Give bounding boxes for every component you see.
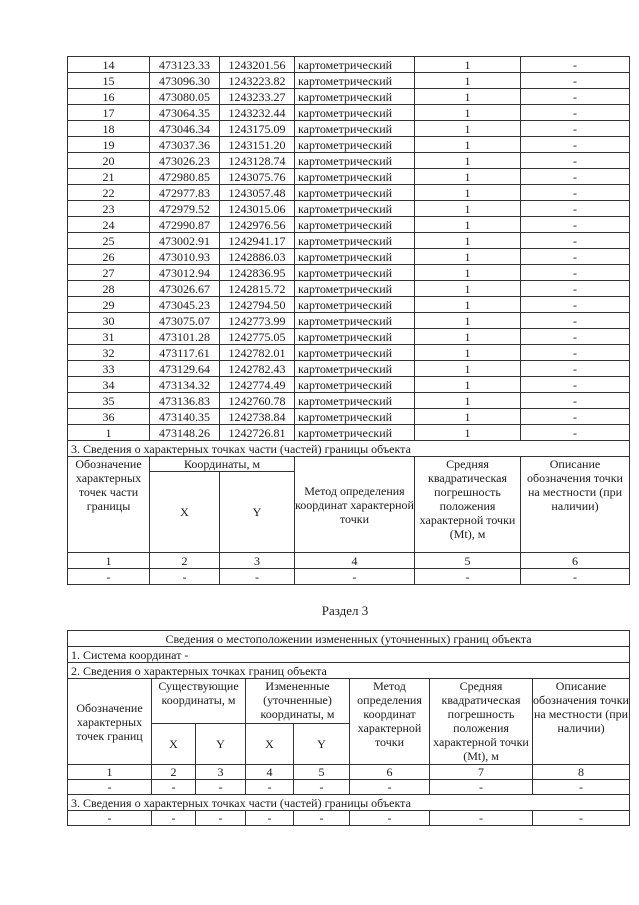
description: - bbox=[521, 73, 630, 89]
header-error: Средняя квадратическая погрешность положения характерной точки (Mt), м bbox=[430, 679, 533, 765]
x-coordinate: 472990.87 bbox=[150, 217, 220, 233]
y-coordinate: 1243075.76 bbox=[220, 169, 295, 185]
empty-cell: - bbox=[415, 569, 521, 585]
description: - bbox=[521, 249, 630, 265]
header-method: Метод определения координат характерной точки bbox=[295, 457, 415, 553]
method: картометрический bbox=[295, 121, 415, 137]
method: картометрический bbox=[295, 89, 415, 105]
col-num: 2 bbox=[152, 765, 196, 780]
x-coordinate: 473002.91 bbox=[150, 233, 220, 249]
empty-cell: - bbox=[430, 780, 533, 795]
method: картометрический bbox=[295, 233, 415, 249]
col-num: 4 bbox=[246, 765, 294, 780]
x-coordinate: 473010.93 bbox=[150, 249, 220, 265]
y-coordinate: 1242782.01 bbox=[220, 345, 295, 361]
method: картометрический bbox=[295, 249, 415, 265]
column-numbers-row bbox=[68, 765, 630, 780]
y-coordinate: 1243057.48 bbox=[220, 185, 295, 201]
error-value: 1 bbox=[415, 377, 521, 393]
error-value: 1 bbox=[415, 345, 521, 361]
point-number: 28 bbox=[68, 281, 150, 297]
error-value: 1 bbox=[415, 201, 521, 217]
error-value: 1 bbox=[415, 57, 521, 73]
y-coordinate: 1242782.43 bbox=[220, 361, 295, 377]
method: картометрический bbox=[295, 281, 415, 297]
method: картометрический bbox=[295, 185, 415, 201]
x-coordinate: 473026.23 bbox=[150, 153, 220, 169]
point-number: 19 bbox=[68, 137, 150, 153]
empty-cell: - bbox=[294, 780, 350, 795]
table-row bbox=[68, 393, 630, 409]
y-coordinate: 1243232.44 bbox=[220, 105, 295, 121]
header-x: X bbox=[150, 472, 220, 553]
method: картометрический bbox=[295, 153, 415, 169]
y-coordinate: 1242760.78 bbox=[220, 393, 295, 409]
header-changed: Измененные (уточненные) координаты, м bbox=[246, 679, 350, 724]
description: - bbox=[521, 393, 630, 409]
table-row bbox=[68, 377, 630, 393]
empty-cell: - bbox=[196, 811, 246, 826]
col-num: 7 bbox=[430, 765, 533, 780]
error-value: 1 bbox=[415, 361, 521, 377]
description: - bbox=[521, 121, 630, 137]
point-number: 31 bbox=[68, 329, 150, 345]
empty-cell: - bbox=[150, 569, 220, 585]
error-value: 1 bbox=[415, 265, 521, 281]
error-value: 1 bbox=[415, 137, 521, 153]
section-title: 2. Сведения о характерных точках границ объекта bbox=[68, 663, 630, 679]
method: картометрический bbox=[295, 313, 415, 329]
error-value: 1 bbox=[415, 297, 521, 313]
method: картометрический bbox=[295, 329, 415, 345]
empty-cell: - bbox=[152, 811, 196, 826]
error-value: 1 bbox=[415, 105, 521, 121]
header-y2: Y bbox=[294, 724, 350, 765]
table-row bbox=[68, 89, 630, 105]
y-coordinate: 1243175.09 bbox=[220, 121, 295, 137]
point-number: 33 bbox=[68, 361, 150, 377]
point-number: 32 bbox=[68, 345, 150, 361]
description: - bbox=[521, 281, 630, 297]
table-row bbox=[68, 137, 630, 153]
x-coordinate: 473101.28 bbox=[150, 329, 220, 345]
y-coordinate: 1242976.56 bbox=[220, 217, 295, 233]
method: картометрический bbox=[295, 297, 415, 313]
point-number: 14 bbox=[68, 57, 150, 73]
x-coordinate: 473075.07 bbox=[150, 313, 220, 329]
empty-cell: - bbox=[68, 811, 152, 826]
col-num: 6 bbox=[521, 553, 630, 569]
error-value: 1 bbox=[415, 73, 521, 89]
point-number: 29 bbox=[68, 297, 150, 313]
description: - bbox=[521, 313, 630, 329]
method: картометрический bbox=[295, 345, 415, 361]
point-number: 18 bbox=[68, 121, 150, 137]
method: картометрический bbox=[295, 393, 415, 409]
description: - bbox=[521, 361, 630, 377]
table-row bbox=[68, 345, 630, 361]
header-x2: X bbox=[246, 724, 294, 765]
description: - bbox=[521, 137, 630, 153]
method: картометрический bbox=[295, 265, 415, 281]
empty-cell: - bbox=[430, 811, 533, 826]
point-number: 35 bbox=[68, 393, 150, 409]
y-coordinate: 1242775.05 bbox=[220, 329, 295, 345]
section-title: 3. Сведения о характерных точках части (частей) границы объекта bbox=[68, 795, 630, 811]
y-coordinate: 1243233.27 bbox=[220, 89, 295, 105]
x-coordinate: 473140.35 bbox=[150, 409, 220, 425]
error-value: 1 bbox=[415, 329, 521, 345]
point-number: 30 bbox=[68, 313, 150, 329]
header-coords: Координаты, м bbox=[150, 457, 295, 472]
description: - bbox=[521, 169, 630, 185]
y-coordinate: 1243015.06 bbox=[220, 201, 295, 217]
description: - bbox=[521, 201, 630, 217]
empty-cell: - bbox=[246, 780, 294, 795]
point-number: 23 bbox=[68, 201, 150, 217]
table-row bbox=[68, 281, 630, 297]
description: - bbox=[521, 297, 630, 313]
x-coordinate: 473037.36 bbox=[150, 137, 220, 153]
point-number: 34 bbox=[68, 377, 150, 393]
table-row bbox=[68, 233, 630, 249]
description: - bbox=[521, 153, 630, 169]
table-row bbox=[68, 57, 630, 73]
x-coordinate: 473064.35 bbox=[150, 105, 220, 121]
error-value: 1 bbox=[415, 89, 521, 105]
empty-cell: - bbox=[295, 569, 415, 585]
description: - bbox=[521, 233, 630, 249]
y-coordinate: 1242815.72 bbox=[220, 281, 295, 297]
col-num: 6 bbox=[350, 765, 430, 780]
x-coordinate: 473123.33 bbox=[150, 57, 220, 73]
col-num: 8 bbox=[533, 765, 630, 780]
description: - bbox=[521, 409, 630, 425]
point-number: 16 bbox=[68, 89, 150, 105]
description: - bbox=[521, 217, 630, 233]
section-title: 3. Сведения о характерных точках части (частей) границы объекта bbox=[68, 441, 630, 457]
y-coordinate: 1243128.74 bbox=[220, 153, 295, 169]
error-value: 1 bbox=[415, 121, 521, 137]
header-existing: Существующие координаты, м bbox=[152, 679, 246, 724]
point-number: 20 bbox=[68, 153, 150, 169]
column-numbers-row bbox=[68, 553, 630, 569]
x-coordinate: 472980.85 bbox=[150, 169, 220, 185]
error-value: 1 bbox=[415, 153, 521, 169]
point-number: 24 bbox=[68, 217, 150, 233]
col-num: 3 bbox=[220, 553, 295, 569]
table-row bbox=[68, 329, 630, 345]
points-table bbox=[67, 56, 630, 585]
table-row bbox=[68, 105, 630, 121]
y-coordinate: 1243201.56 bbox=[220, 57, 295, 73]
method: картометрический bbox=[295, 169, 415, 185]
table-row bbox=[68, 201, 630, 217]
point-number: 17 bbox=[68, 105, 150, 121]
col-num: 5 bbox=[294, 765, 350, 780]
table-row bbox=[68, 313, 630, 329]
x-coordinate: 473096.30 bbox=[150, 73, 220, 89]
y-coordinate: 1243223.82 bbox=[220, 73, 295, 89]
x-coordinate: 473134.32 bbox=[150, 377, 220, 393]
y-coordinate: 1242836.95 bbox=[220, 265, 295, 281]
header-point: Обозначение характерных точек части границы bbox=[68, 457, 150, 553]
description: - bbox=[521, 265, 630, 281]
x-coordinate: 473136.83 bbox=[150, 393, 220, 409]
x-coordinate: 473045.23 bbox=[150, 297, 220, 313]
method: картометрический bbox=[295, 137, 415, 153]
header-error: Средняя квадратическая погрешность положения характерной точки (Mt), м bbox=[415, 457, 521, 553]
empty-cell: - bbox=[533, 780, 630, 795]
method: картометрический bbox=[295, 73, 415, 89]
y-coordinate: 1242774.49 bbox=[220, 377, 295, 393]
x-coordinate: 473117.61 bbox=[150, 345, 220, 361]
col-num: 4 bbox=[295, 553, 415, 569]
x-coordinate: 473080.05 bbox=[150, 89, 220, 105]
method: картометрический bbox=[295, 57, 415, 73]
empty-cell: - bbox=[196, 780, 246, 795]
point-number: 15 bbox=[68, 73, 150, 89]
x-coordinate: 473148.26 bbox=[150, 425, 220, 441]
empty-cell: - bbox=[220, 569, 295, 585]
error-value: 1 bbox=[415, 409, 521, 425]
y-coordinate: 1242941.17 bbox=[220, 233, 295, 249]
error-value: 1 bbox=[415, 233, 521, 249]
empty-cell: - bbox=[350, 811, 430, 826]
error-value: 1 bbox=[415, 393, 521, 409]
table-row bbox=[68, 249, 630, 265]
header-description: Описание обозначения точки на местности (при наличии) bbox=[521, 457, 630, 553]
empty-cell: - bbox=[68, 569, 150, 585]
empty-cell: - bbox=[246, 811, 294, 826]
empty-cell: - bbox=[533, 811, 630, 826]
description: - bbox=[521, 345, 630, 361]
table-row bbox=[68, 73, 630, 89]
point-number: 27 bbox=[68, 265, 150, 281]
razdel-title: Раздел 3 bbox=[321, 603, 369, 618]
y-coordinate: 1242773.99 bbox=[220, 313, 295, 329]
header-y: Y bbox=[196, 724, 246, 765]
col-num: 2 bbox=[150, 553, 220, 569]
coordinate-system: 1. Система координат - bbox=[68, 647, 630, 663]
col-num: 1 bbox=[68, 765, 152, 780]
y-coordinate: 1242886.03 bbox=[220, 249, 295, 265]
x-coordinate: 473046.34 bbox=[150, 121, 220, 137]
empty-cell: - bbox=[521, 569, 630, 585]
error-value: 1 bbox=[415, 169, 521, 185]
empty-row bbox=[68, 569, 630, 585]
table-row bbox=[68, 169, 630, 185]
error-value: 1 bbox=[415, 281, 521, 297]
header-description: Описание обозначения точки на местности (при наличии) bbox=[533, 679, 630, 765]
description: - bbox=[521, 89, 630, 105]
method: картометрический bbox=[295, 409, 415, 425]
empty-cell: - bbox=[294, 811, 350, 826]
empty-cell: - bbox=[152, 780, 196, 795]
table-row bbox=[68, 217, 630, 233]
empty-cell: - bbox=[68, 780, 152, 795]
method: картометрический bbox=[295, 201, 415, 217]
error-value: 1 bbox=[415, 217, 521, 233]
method: картометрический bbox=[295, 425, 415, 441]
description: - bbox=[521, 105, 630, 121]
empty-cell: - bbox=[350, 780, 430, 795]
header-method: Метод определения координат характерной точки bbox=[350, 679, 430, 765]
point-number: 1 bbox=[68, 425, 150, 441]
empty-row bbox=[68, 780, 630, 795]
y-coordinate: 1242738.84 bbox=[220, 409, 295, 425]
method: картометрический bbox=[295, 377, 415, 393]
error-value: 1 bbox=[415, 425, 521, 441]
table-row bbox=[68, 361, 630, 377]
table-row bbox=[68, 265, 630, 281]
description: - bbox=[521, 377, 630, 393]
error-value: 1 bbox=[415, 249, 521, 265]
error-value: 1 bbox=[415, 313, 521, 329]
point-number: 21 bbox=[68, 169, 150, 185]
table-row bbox=[68, 297, 630, 313]
x-coordinate: 473026.67 bbox=[150, 281, 220, 297]
table-row bbox=[68, 153, 630, 169]
col-num: 1 bbox=[68, 553, 150, 569]
table-title: Сведения о местоположении измененных (уточненных) границ объекта bbox=[68, 631, 630, 647]
error-value: 1 bbox=[415, 185, 521, 201]
col-num: 5 bbox=[415, 553, 521, 569]
x-coordinate: 473129.64 bbox=[150, 361, 220, 377]
point-number: 25 bbox=[68, 233, 150, 249]
table-row bbox=[68, 425, 630, 441]
description: - bbox=[521, 425, 630, 441]
description: - bbox=[521, 185, 630, 201]
description: - bbox=[521, 329, 630, 345]
point-number: 22 bbox=[68, 185, 150, 201]
description: - bbox=[521, 57, 630, 73]
y-coordinate: 1242794.50 bbox=[220, 297, 295, 313]
x-coordinate: 472979.52 bbox=[150, 201, 220, 217]
point-number: 26 bbox=[68, 249, 150, 265]
x-coordinate: 472977.83 bbox=[150, 185, 220, 201]
col-num: 3 bbox=[196, 765, 246, 780]
header-y: Y bbox=[220, 472, 295, 553]
method: картометрический bbox=[295, 217, 415, 233]
y-coordinate: 1243151.20 bbox=[220, 137, 295, 153]
table-row bbox=[68, 409, 630, 425]
empty-row bbox=[68, 811, 630, 826]
method: картометрический bbox=[295, 105, 415, 121]
table-row bbox=[68, 185, 630, 201]
method: картометрический bbox=[295, 361, 415, 377]
header-x: X bbox=[152, 724, 196, 765]
header-point: Обозначение характерных точек границ bbox=[68, 679, 152, 765]
x-coordinate: 473012.94 bbox=[150, 265, 220, 281]
changed-borders-table bbox=[67, 630, 630, 826]
y-coordinate: 1242726.81 bbox=[220, 425, 295, 441]
point-number: 36 bbox=[68, 409, 150, 425]
table-row bbox=[68, 121, 630, 137]
